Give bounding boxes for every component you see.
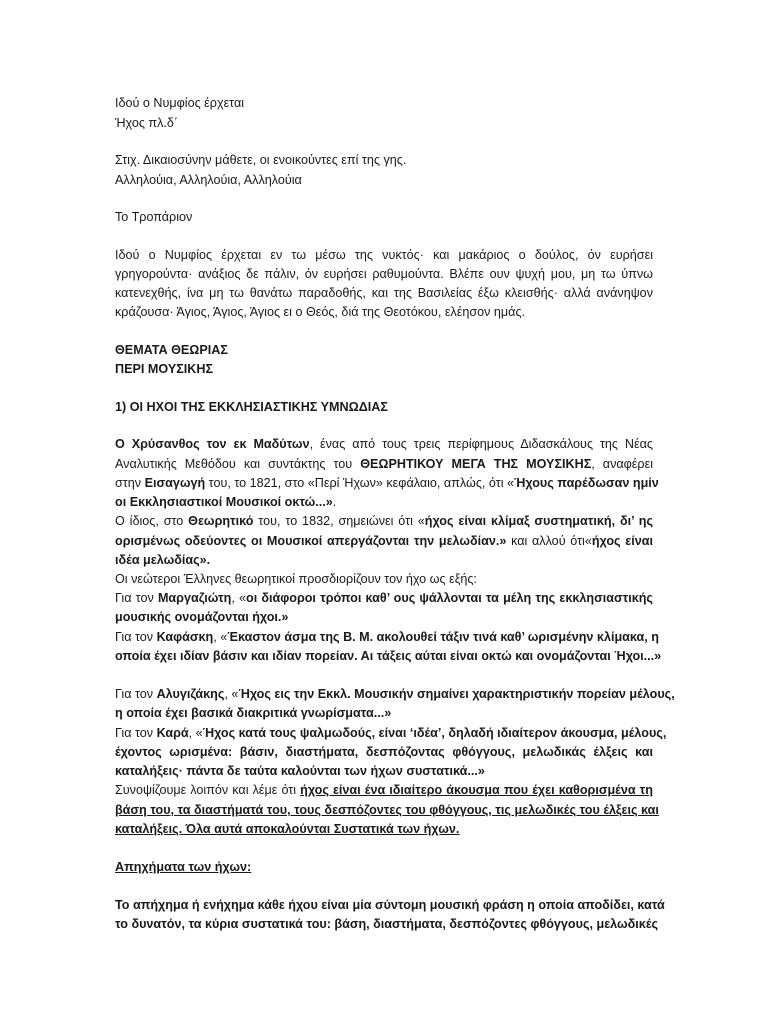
book-title: ΘΕΩΡΗΤΙΚΟΥ ΜΕΓΑ ΤΗΣ ΜΟΥΣΙΚΗΣ bbox=[360, 457, 592, 471]
paragraph-line: Οι νεώτεροι Έλληνες θεωρητικοί προσδιορίζουν τον ήχο ως εξής: bbox=[115, 572, 477, 586]
troparion-heading: Το Τροπάριον bbox=[115, 210, 193, 224]
quote-text: ήχος είναι κλίμαξ συστηματική, δι’ ης bbox=[424, 514, 653, 528]
paragraph-line: μουσικής ονομάζονται ήχοι.» bbox=[115, 610, 289, 624]
name-chrysanthos: Ο Χρύσανθος τον εκ Μαδύτων bbox=[115, 437, 310, 451]
quote-text: Ήχους παρέδωσαν ημίν bbox=[514, 476, 659, 490]
paragraph-line bbox=[115, 784, 653, 797]
quote-text: οι Εκκλησιαστικοί Μουσικοί οκτώ...» bbox=[115, 495, 333, 509]
author-name: Αλυγιζάκης bbox=[156, 687, 225, 701]
quote-text: Ήχος εις την Εκκλ. Μουσικήν σημαίνει χαρακτηριστικήν πορείαν μέλους, bbox=[238, 687, 675, 701]
text-span: και αλλού ότι« bbox=[506, 534, 592, 548]
author-name: Καρά bbox=[156, 726, 189, 740]
paragraph-line bbox=[115, 592, 653, 605]
author-name: Καφάσκη bbox=[156, 630, 214, 644]
paragraph-line bbox=[115, 687, 675, 701]
text-span: Για τον bbox=[115, 630, 157, 644]
definition-text: ήχος είναι ένα ιδιαίτερο άκουσμα που έχει καθορισμένα τη bbox=[300, 783, 653, 797]
paragraph-line bbox=[115, 726, 667, 740]
text-span: Για τον bbox=[115, 591, 158, 605]
troparion-line: κράζουσα· Άγιος, Άγιος, Άγιος ει ο Θεός, διά της Θεοτόκου, ελέησον ημάς. bbox=[115, 305, 526, 319]
quote-text: οι διάφοροι τρόποι καθ’ ους ψάλλονται τα μέλη της εκκλησιαστικής bbox=[246, 591, 653, 605]
paragraph-line: το δυνατόν, τα κύρια συστατικά του: βάση, διαστήματα, δεσπόζοντες φθόγγους, μελωδικές bbox=[115, 917, 659, 931]
paragraph-line: έχοντος ωρισμένα: βάσιν, διαστήματα, δεσπόζοντας φθόγγους, μελωδικάς έλξεις και bbox=[115, 745, 653, 759]
paragraph-line: οποία έχει ιδίαν βάσιν και ιδίαν πορείαν. Αι τάξεις αύται είναι οκτώ και ονομάζονται Ήχοι...» bbox=[115, 649, 662, 663]
hymn-title: Ιδού ο Νυμφίος έρχεται bbox=[115, 96, 245, 110]
stich-line: Στιχ. Δικαιοσύνην μάθετε, οι ενοικούντες επί της γης. bbox=[115, 153, 407, 167]
quote-text: ήχος είναι bbox=[591, 534, 653, 548]
quote-text: Έκαστον άσμα της Β. Μ. ακολουθεί τάξιν τινά καθ’ ωρισμένην κλίμακα, η bbox=[227, 630, 659, 644]
text-span: Συνοψίζουμε λοιπόν και λέμε ότι bbox=[115, 783, 301, 797]
text-span: στην bbox=[115, 476, 145, 490]
text-span: του, το 1821, στο «Περί Ήχων» κεφάλαιο, απλώς, ότι « bbox=[205, 476, 514, 490]
paragraph-line bbox=[115, 630, 659, 644]
text-span: , « bbox=[213, 630, 228, 644]
author-name: Μαργαζιώτη bbox=[157, 591, 232, 605]
section-heading: Απηχήματα των ήχων: bbox=[115, 860, 252, 874]
troparion-line: Ιδού ο Νυμφίος έρχεται εν τω μέσω της νυκτός· και μακάριος ο δούλος, όν ευρήσει bbox=[115, 248, 653, 262]
paragraph-line: Το απήχημα ή ενήχημα κάθε ήχου είναι μία σύντομη μουσική φράση η οποία αποδίδει, κατά bbox=[115, 898, 665, 912]
book-title: Εισαγωγή bbox=[144, 476, 206, 490]
text-span: , αναφέρει bbox=[591, 457, 653, 471]
text-span: Για τον bbox=[115, 726, 157, 740]
echos-label: Ήχος πλ.δ΄ bbox=[115, 116, 179, 130]
text-span: του, το 1832, σημειώνει ότι « bbox=[253, 514, 425, 528]
book-title: Θεωρητικό bbox=[188, 514, 254, 528]
paragraph-line bbox=[115, 476, 659, 490]
paragraph-line: ιδέα μελωδίας». bbox=[115, 553, 211, 567]
text-span: Ο ίδιος, στο bbox=[115, 514, 189, 528]
quote-text: Ήχος κατά τους ψαλμωδούς, είναι ‘ιδέα’, δηλαδή ιδιαίτερον άκουσμα, μέλους, bbox=[202, 726, 667, 740]
quote-text: ορισμένως οδεύοντες οι Μουσικοί απεργάζονται την μελωδίαν.» bbox=[115, 534, 507, 548]
paragraph-line bbox=[115, 515, 653, 528]
paragraph-line bbox=[115, 535, 653, 548]
text-span: , « bbox=[224, 687, 239, 701]
paragraph-line bbox=[115, 496, 336, 509]
text-span: . bbox=[332, 495, 337, 509]
section-heading: 1) ΟΙ ΗΧΟΙ ΤΗΣ ΕΚΚΛΗΣΙΑΣΤΙΚΗΣ ΥΜΝΩΔΙΑΣ bbox=[115, 400, 388, 414]
paragraph-line: καταλήξεις· πάντα δε ταύτα καλούνται των ήχων συστατικά...» bbox=[115, 764, 485, 778]
troparion-line: γρηγορούντα· ανάξιος δε πάλιν, όν ευρήσει ραθυμούντα. Βλέπε ουν ψυχή μου, μη τω ύπνω bbox=[115, 267, 653, 281]
alleluia-line: Αλληλούια, Αλληλούια, Αλληλούια bbox=[115, 173, 302, 187]
themes-heading: ΘΕΜΑΤΑ ΘΕΩΡΙΑΣ bbox=[115, 343, 228, 357]
text-span: Για τον bbox=[115, 687, 157, 701]
themes-subheading: ΠΕΡΙ ΜΟΥΣΙΚΗΣ bbox=[115, 362, 214, 376]
paragraph-line: η οποία έχει βασικά διακριτικά γνωρίσματα...» bbox=[115, 706, 392, 720]
text-span: , « bbox=[231, 591, 246, 605]
paragraph-line bbox=[115, 438, 653, 451]
text-span: , « bbox=[188, 726, 203, 740]
definition-line: καταλήξεις. Όλα αυτά αποκαλούνται Συστατικά των ήχων. bbox=[115, 822, 460, 836]
troparion-line: κατενεχθής, ίνα μη τω θανάτω παραδοθής, και της Βασιλείας έξω κλεισθής· αλλά ανάνηψον bbox=[115, 286, 653, 300]
text-span: Αναλυτικής Μεθόδου και συντάκτης του bbox=[115, 457, 361, 471]
definition-line: βάση του, τα διαστήματά του, τους δεσπόζοντες του φθόγγους, τις μελωδικές του έλξεις και bbox=[115, 803, 659, 817]
paragraph-line bbox=[115, 458, 653, 471]
text-span: , ένας από τους τρεις περίφημους Διδασκάλους της Νέας bbox=[309, 437, 653, 451]
